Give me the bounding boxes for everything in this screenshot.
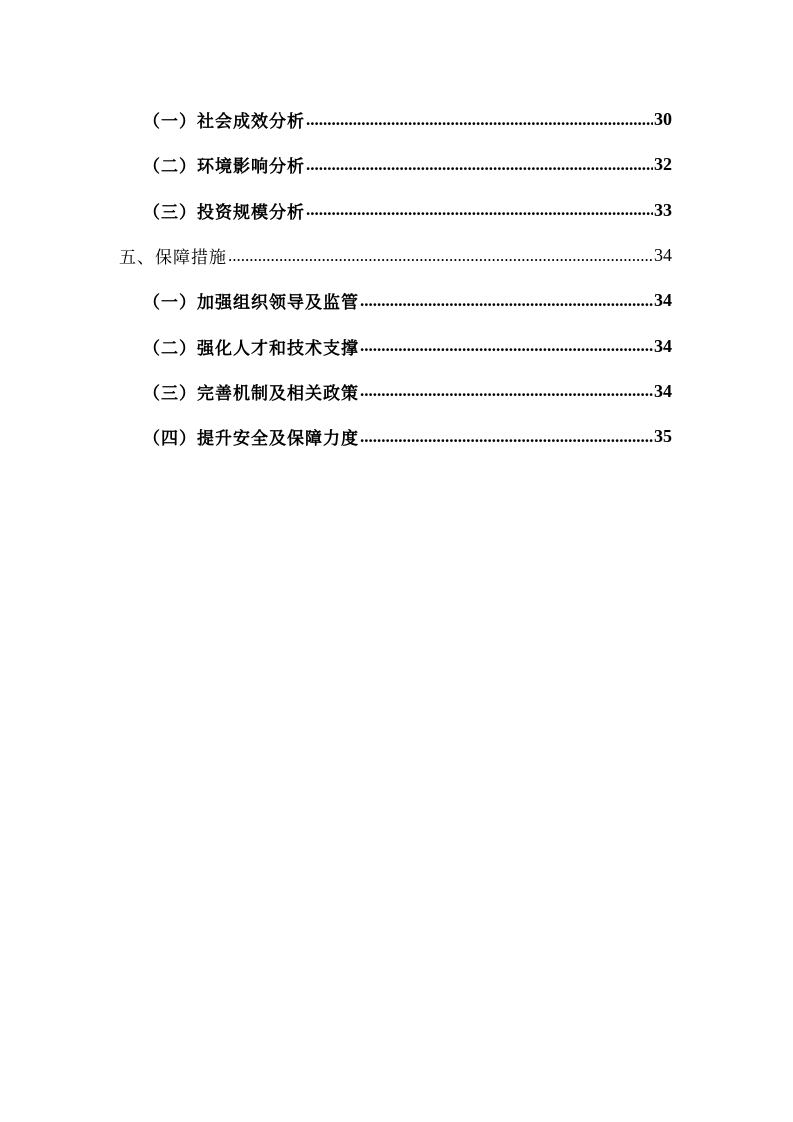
toc-entry-safeguard-measures[interactable] <box>0 233 672 278</box>
toc-page-number: 34 <box>654 380 672 401</box>
toc-dot-leader <box>360 427 653 447</box>
toc-page-number: 34 <box>654 335 672 356</box>
toc-dot-leader <box>306 155 653 175</box>
toc-entry-title: （三）投资规模分析 <box>143 202 305 223</box>
toc-entry-title: （四）提升安全及保障力度 <box>143 429 359 450</box>
toc-entry-mechanism-policy[interactable] <box>0 369 672 414</box>
toc-entry-title: （二）强化人才和技术支撑 <box>143 338 359 359</box>
toc-page-number: 35 <box>654 426 672 447</box>
toc-dot-leader <box>228 246 653 266</box>
toc-page-number: 34 <box>654 245 672 266</box>
toc-dot-leader <box>360 336 653 356</box>
toc-dot-leader <box>360 291 653 311</box>
toc-entry-title: （二）环境影响分析 <box>143 157 305 178</box>
toc-entry-title: 五、保障措施 <box>119 248 227 269</box>
toc-page-number: 34 <box>654 290 672 311</box>
toc-dot-leader <box>360 381 653 401</box>
toc-dot-leader <box>306 200 653 220</box>
toc-entry-environment-impact[interactable] <box>0 142 672 187</box>
toc-entry-social-benefit[interactable] <box>0 97 672 142</box>
table-of-contents <box>0 97 793 459</box>
toc-page-number: 30 <box>654 109 672 130</box>
toc-entry-safety-guarantee[interactable] <box>0 414 672 459</box>
toc-page-number: 33 <box>654 199 672 220</box>
toc-entry-talent-technology[interactable] <box>0 323 672 368</box>
toc-dot-leader <box>306 110 653 130</box>
toc-entry-title: （三）完善机制及相关政策 <box>143 383 359 404</box>
toc-page-number: 32 <box>654 154 672 175</box>
toc-entry-title: （一）社会成效分析 <box>143 112 305 133</box>
toc-entry-organization-leadership[interactable] <box>0 278 672 323</box>
toc-entry-title: （一）加强组织领导及监管 <box>143 293 359 314</box>
toc-entry-investment-scale[interactable] <box>0 188 672 233</box>
